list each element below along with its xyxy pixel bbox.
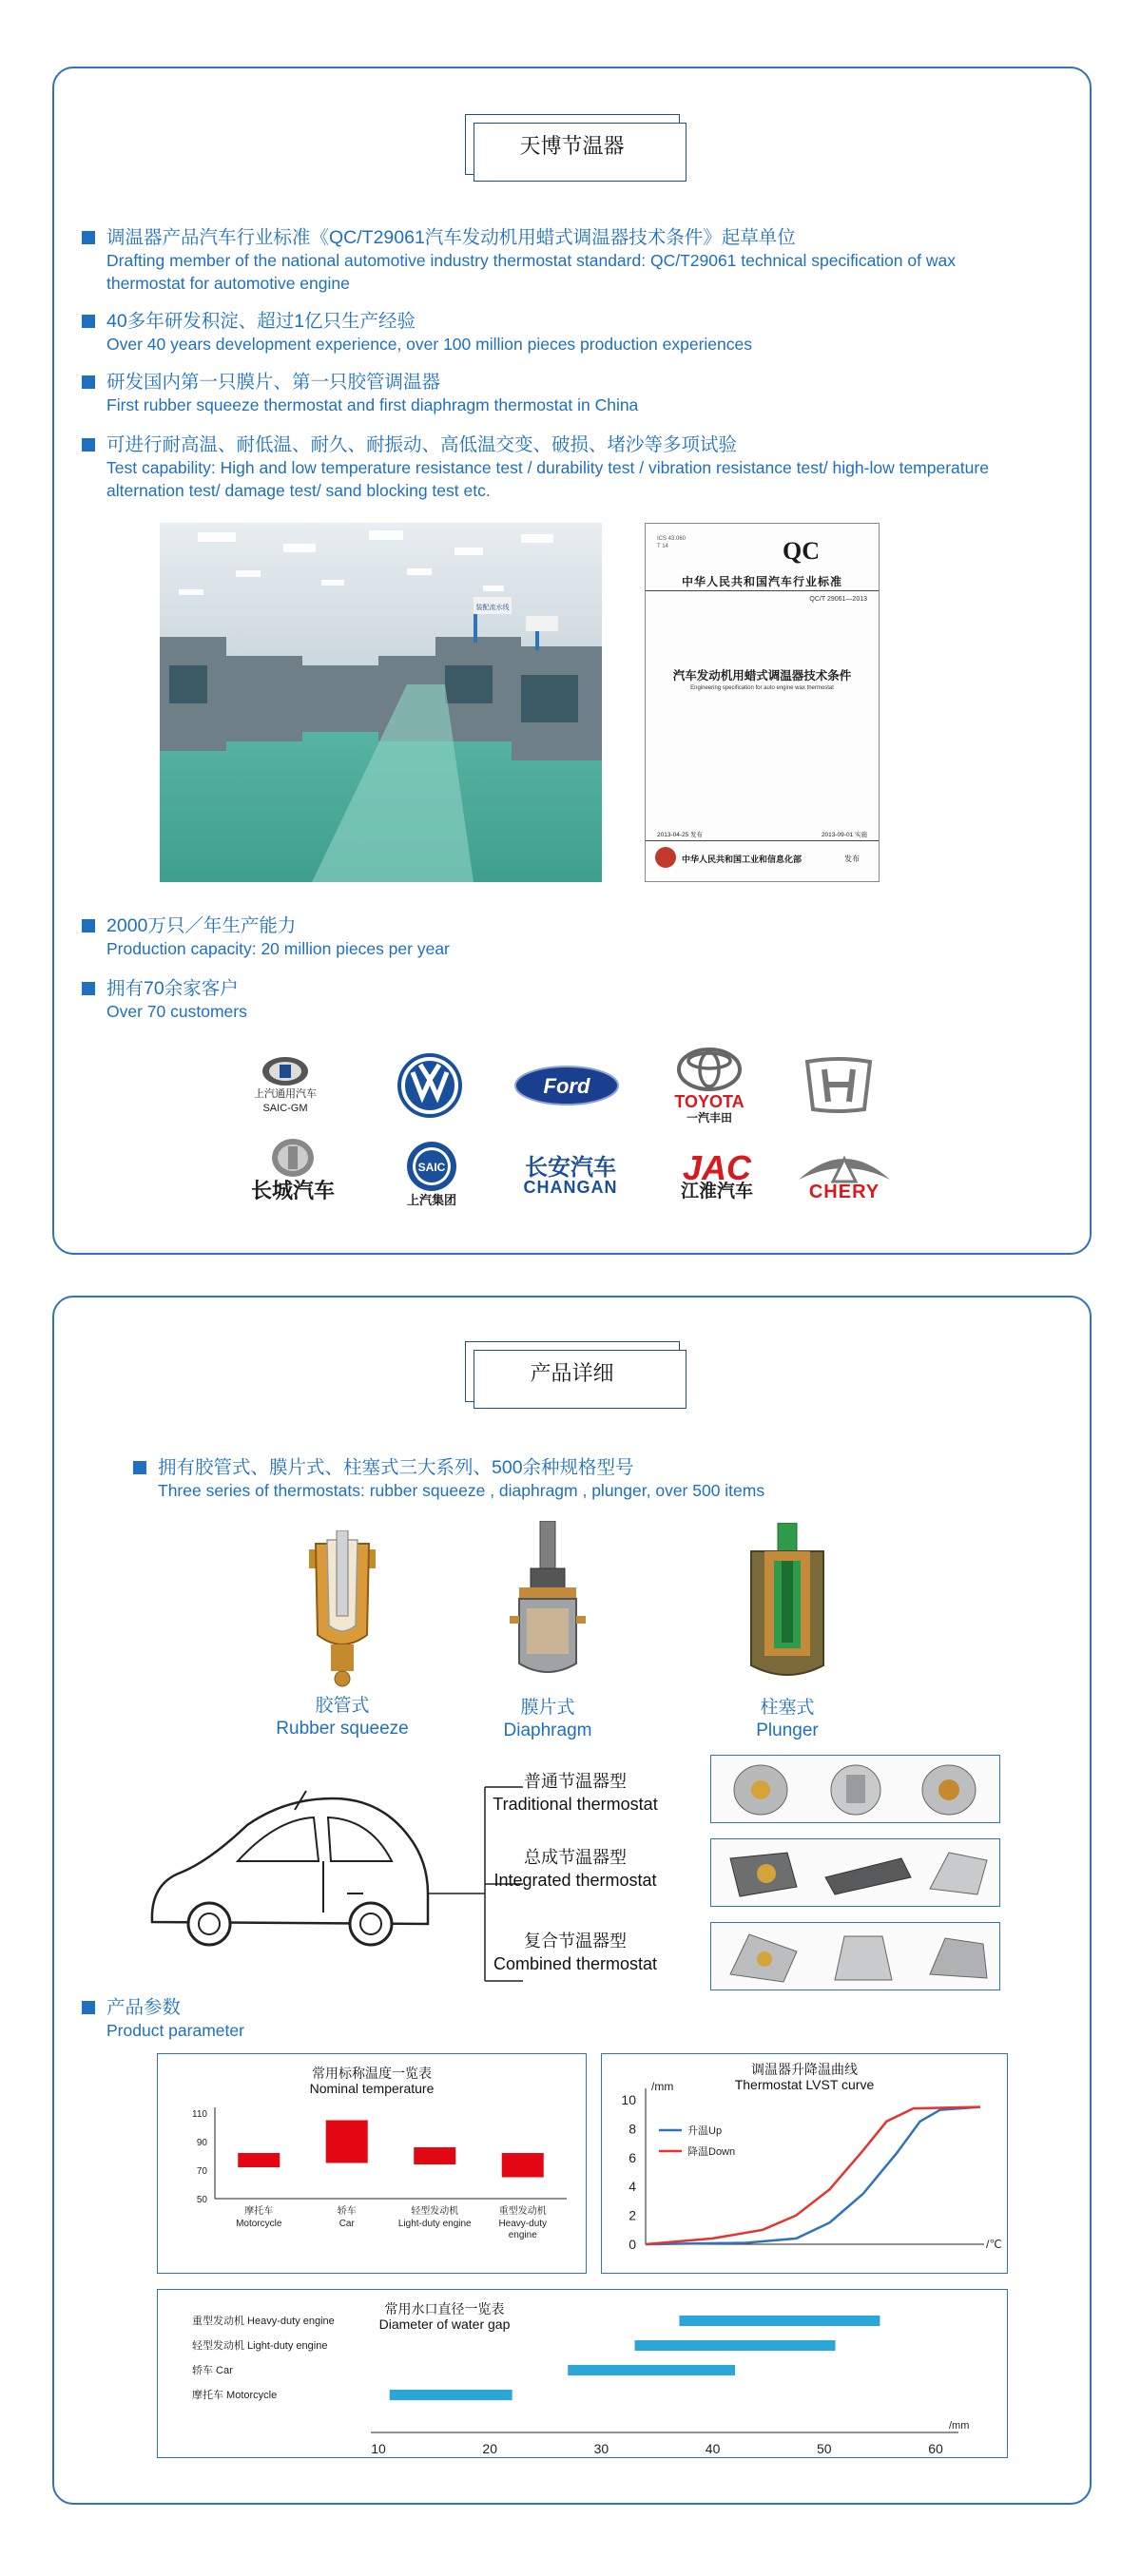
type-zh: 普通节温器型 xyxy=(524,1772,627,1791)
bar-light-duty-engine xyxy=(414,2147,455,2164)
thermostat-en: Diaphragm xyxy=(503,1721,592,1740)
bullet-en: Test capability: High and low temperature resistance test / durability test / vibration resistance test/ high-low temperature alternation test/ damage test/ sand blocking test etc. xyxy=(106,458,989,500)
logo-chery: CHERY xyxy=(778,1137,911,1213)
thermostat-en: Rubber squeeze xyxy=(276,1719,409,1739)
range-bar-1 xyxy=(635,2340,836,2351)
x-tick-label: 30 xyxy=(593,2441,609,2456)
bullet-experience xyxy=(82,310,1014,356)
thermostat-diaphragm xyxy=(472,1521,624,1742)
bullet-capacity xyxy=(82,914,1014,960)
chart-title: 常用水口直径一览表 xyxy=(384,2301,505,2316)
bullet-en: Production capacity: 20 million pieces per year xyxy=(106,939,450,958)
bullet-zh: 拥有70余家客户 xyxy=(82,977,1014,1000)
x-tick-label: 50 xyxy=(817,2441,832,2456)
doc-issuer: 中华人民共和国工业和信息化部 xyxy=(682,855,803,864)
x-tick-label-en: Heavy-duty xyxy=(498,2219,548,2229)
bullet-en: Over 70 customers xyxy=(106,1002,247,1021)
combined-parts-icon xyxy=(711,1923,1001,1991)
factory-photo xyxy=(160,523,602,882)
bullet-en: Product parameter xyxy=(106,2021,244,2040)
category-label: 摩托车 Motorcycle xyxy=(192,2390,278,2401)
svg-text:SAIC: SAIC xyxy=(417,1160,446,1174)
y-tick-label: 2 xyxy=(629,2207,636,2223)
toyota-icon xyxy=(676,1047,743,1092)
logo-toyota: TOYOTA 一汽丰田 xyxy=(643,1038,776,1133)
bullet-first xyxy=(82,371,1014,416)
x-tick-label: 40 xyxy=(705,2441,721,2456)
bullet-zh: 拥有胶管式、膜片式、柱塞式三大系列、500余种规格型号 xyxy=(133,1456,1065,1479)
x-tick-label-en: engine xyxy=(508,2230,537,2240)
range-bar-2 xyxy=(568,2365,735,2375)
x-tick-label-zh: 轻型发动机 xyxy=(411,2206,459,2217)
logo-honda xyxy=(772,1048,905,1124)
svg-text:Ford: Ford xyxy=(543,1074,590,1098)
thermostat-zh: 膜片式 xyxy=(520,1698,575,1718)
parts-integrated xyxy=(710,1838,1000,1907)
chart-title: 调温器升降温曲线 xyxy=(751,2062,858,2077)
bar-motorcycle xyxy=(238,2153,280,2167)
doc-title: 汽车发动机用蜡式调温器技术条件 xyxy=(672,669,852,682)
type-combined xyxy=(466,1930,685,1975)
y-tick-label: 6 xyxy=(629,2149,636,2165)
ministry-emblem-icon xyxy=(655,847,676,868)
x-unit-label: /℃ xyxy=(986,2238,1002,2251)
y-tick-label: 50 xyxy=(196,2195,207,2205)
legend-label: 升温Up xyxy=(687,2125,723,2137)
bullet-standard xyxy=(82,226,1014,295)
factory-sign: 装配流水线 xyxy=(475,605,510,611)
type-en: Traditional thermostat xyxy=(493,1795,658,1814)
y-tick-label: 8 xyxy=(629,2121,636,2137)
chart-lvst-curve xyxy=(601,2053,1008,2274)
range-bar-3 xyxy=(390,2390,512,2400)
doc-subtitle: Engineering specification for auto engine wax thermostat xyxy=(690,685,834,691)
y-tick-label: 0 xyxy=(629,2237,636,2252)
nominal-temperature-plot xyxy=(158,2054,588,2275)
chart-subtitle: Thermostat LVST curve xyxy=(734,2077,875,2092)
y-tick-label: 90 xyxy=(196,2138,207,2148)
logo-vw xyxy=(363,1048,496,1124)
y-unit-label: /mm xyxy=(651,2080,674,2093)
category-label: 轻型发动机 Light-duty engine xyxy=(192,2340,328,2352)
x-tick-label: 20 xyxy=(482,2441,497,2456)
honda-icon xyxy=(802,1056,876,1115)
logo-ford xyxy=(500,1048,633,1124)
doc-issuer-suffix: 发布 xyxy=(844,855,860,863)
range-bar-0 xyxy=(679,2316,880,2326)
doc-code: QC/T 29061—2013 xyxy=(809,596,867,603)
bullet-customers xyxy=(82,977,1014,1023)
water-gap-plot xyxy=(158,2290,1009,2459)
logo-saic-gm xyxy=(219,1048,352,1124)
y-tick-label: 4 xyxy=(629,2179,636,2195)
logo-great-wall: 长城汽车 xyxy=(226,1127,359,1213)
logo-jac: JAC 江淮汽车 xyxy=(680,1147,753,1201)
bullet-zh: 研发国内第一只膜片、第一只胶管调温器 xyxy=(82,371,1014,394)
logo-saic: SAIC 上汽集团 xyxy=(365,1127,498,1219)
saic-icon xyxy=(405,1140,458,1193)
bullet-tests xyxy=(82,433,1014,502)
x-tick-label-zh: 轿车 xyxy=(337,2206,357,2217)
x-unit-label: /mm xyxy=(949,2420,970,2432)
x-tick-label-en: Car xyxy=(338,2219,355,2229)
y-tick-label: 110 xyxy=(192,2109,207,2120)
great-wall-icon xyxy=(270,1137,316,1179)
thermostat-rubber-squeeze xyxy=(266,1530,418,1740)
vw-icon xyxy=(396,1051,464,1120)
chart-nominal-temperature xyxy=(157,2053,587,2274)
x-tick-label-en: Motorcycle xyxy=(236,2219,282,2229)
doc-header: 中华人民共和国汽车行业标准 xyxy=(681,575,842,588)
doc-date-left: 2013-04-25 发布 xyxy=(657,832,704,838)
bar-car xyxy=(326,2121,368,2163)
lvst-curve-plot xyxy=(602,2054,1009,2275)
bullet-zh: 可进行耐高温、耐低温、耐久、耐振动、高低温交变、破损、堵沙等多项试验 xyxy=(82,433,1014,456)
bullet-zh: 调温器产品汽车行业标准《QC/T29061汽车发动机用蜡式调温器技术条件》起草单位 xyxy=(82,226,1014,249)
section-title-box xyxy=(465,114,680,175)
y-tick-label: 70 xyxy=(196,2166,207,2177)
type-en: Integrated thermostat xyxy=(493,1871,657,1890)
chart-subtitle: Nominal temperature xyxy=(309,2081,435,2096)
bullet-en: Three series of thermostats: rubber squeeze , diaphragm , plunger, over 500 items xyxy=(158,1481,765,1500)
type-integrated xyxy=(466,1846,685,1892)
parts-combined xyxy=(710,1922,1000,1990)
category-label: 轿车 Car xyxy=(192,2365,233,2376)
bar-heavy-duty-engine xyxy=(502,2153,544,2178)
type-zh: 总成节温器型 xyxy=(524,1848,627,1867)
diaphragm-thermostat-icon xyxy=(510,1521,586,1692)
plunger-thermostat-icon xyxy=(745,1523,829,1692)
bullet-zh: 2000万只／年生产能力 xyxy=(82,914,1014,937)
traditional-parts-icon xyxy=(711,1756,1001,1824)
bullet-en: First rubber squeeze thermostat and first diaphragm thermostat in China xyxy=(106,395,639,414)
chery-icon xyxy=(795,1151,894,1185)
x-tick-label-zh: 摩托车 xyxy=(244,2206,274,2217)
bullet-series xyxy=(133,1456,1065,1502)
x-tick-label: 60 xyxy=(928,2441,943,2456)
thermostat-plunger xyxy=(711,1523,863,1742)
qc-logo: QC xyxy=(783,537,820,565)
category-label: 重型发动机 Heavy-duty engine xyxy=(192,2316,335,2327)
type-traditional xyxy=(466,1770,685,1816)
parts-traditional xyxy=(710,1755,1000,1823)
bullet-en: Over 40 years development experience, over 100 million pieces production experiences xyxy=(106,335,752,354)
thermostat-zh: 胶管式 xyxy=(315,1696,370,1716)
doc-date-right: 2013-09-01 实施 xyxy=(821,832,867,838)
type-zh: 复合节温器型 xyxy=(524,1932,627,1951)
thermostat-en: Plunger xyxy=(756,1721,819,1740)
thermostat-zh: 柱塞式 xyxy=(760,1698,815,1718)
bullet-zh: 产品参数 xyxy=(82,1996,1014,2019)
ford-icon xyxy=(513,1065,620,1106)
section-title-box xyxy=(465,1341,680,1402)
chart-water-gap xyxy=(157,2289,1008,2458)
x-tick-label: 10 xyxy=(371,2441,386,2456)
bullet-zh: 40多年研发积淀、超过1亿只生产经验 xyxy=(82,310,1014,333)
logo-changan: 长安汽车 CHANGAN xyxy=(523,1154,618,1197)
logo-text: 上汽通用汽车 SAIC-GM xyxy=(254,1088,317,1114)
integrated-parts-icon xyxy=(711,1839,1001,1908)
type-en: Combined thermostat xyxy=(493,1954,658,1973)
x-tick-label-en: Light-duty engine xyxy=(397,2219,472,2229)
chart-subtitle: Diameter of water gap xyxy=(378,2316,511,2332)
x-tick-label-zh: 重型发动机 xyxy=(498,2206,547,2217)
bullet-parameter xyxy=(82,1996,1014,2042)
standard-document: ICS 43.060 T 14 QC 中华人民共和国汽车行业标准 QC/T 29061—2013 汽车发动机用蜡式调温器技术条件 Engineering specification for auto engine wax thermostat 2013-04-25 发布 2013-09-01 实施 中华人民共和国工业和信息化部 发布 xyxy=(645,523,880,882)
legend-label: 降温Down xyxy=(687,2146,736,2158)
saic-gm-icon xyxy=(261,1055,310,1087)
rubber-squeeze-thermostat-icon xyxy=(304,1530,380,1690)
section-title: 天博节温器 xyxy=(519,133,625,158)
y-tick-label: 10 xyxy=(621,2092,636,2107)
section-title: 产品详细 xyxy=(530,1360,614,1385)
chart-title: 常用标称温度一览表 xyxy=(312,2066,432,2081)
bullet-en: Drafting member of the national automotive industry thermostat standard: QC/T29061 technical specification of wax thermostat for automotive engine xyxy=(106,251,956,293)
